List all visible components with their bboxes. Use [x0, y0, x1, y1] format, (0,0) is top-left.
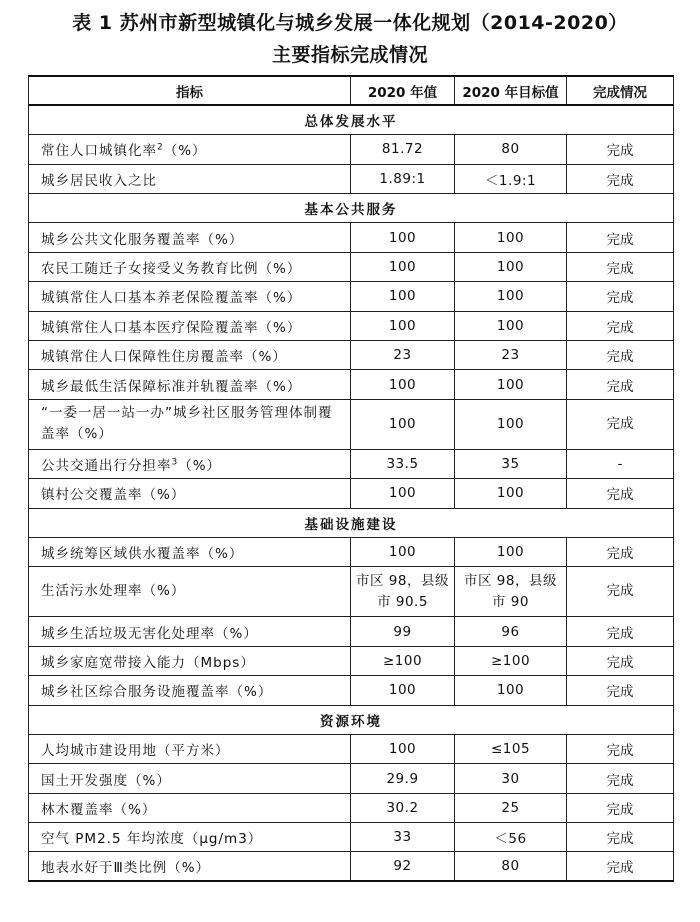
section-header-row: [29, 194, 674, 223]
completion-status: 完成: [567, 617, 674, 646]
section-header-row: [29, 105, 674, 134]
target-2020: 35: [455, 449, 567, 478]
completion-status: 完成: [567, 646, 674, 675]
table-row: [29, 252, 674, 281]
value-2020: 100: [351, 479, 455, 508]
completion-status: 完成: [567, 282, 674, 311]
table-row: [29, 341, 674, 370]
indicator-name: 农民工随迁子女接受义务教育比例（%）: [29, 252, 351, 281]
section-title: 总体发展水平: [29, 105, 674, 134]
indicator-name: 镇村公交覆盖率（%）: [29, 479, 351, 508]
table-row: [29, 852, 674, 881]
target-2020: ＜1.9:1: [455, 164, 567, 193]
target-2020: ＜56: [455, 823, 567, 852]
value-2020: 100: [351, 282, 455, 311]
value-2020: 100: [351, 537, 455, 566]
indicator-name: 城乡公共文化服务覆盖率（%）: [29, 223, 351, 252]
target-2020: 23: [455, 341, 567, 370]
completion-status: 完成: [567, 164, 674, 193]
value-2020: 100: [351, 734, 455, 763]
completion-status: 完成: [567, 135, 674, 164]
table-row: [29, 617, 674, 646]
table-row: [29, 537, 674, 566]
table-row: [29, 793, 674, 822]
value-2020: 99: [351, 617, 455, 646]
value-2020: 100: [351, 311, 455, 340]
table-row: [29, 164, 674, 193]
target-2020: 25: [455, 793, 567, 822]
target-2020: 30: [455, 764, 567, 793]
value-2020: 100: [351, 252, 455, 281]
header-value-2020: 2020 年值: [351, 76, 455, 105]
indicator-name: 空气 PM2.5 年均浓度（μg/m3）: [29, 823, 351, 852]
value-2020: 33: [351, 823, 455, 852]
target-2020: 100: [455, 370, 567, 399]
value-2020: 100: [351, 370, 455, 399]
section-title: 基础设施建设: [29, 508, 674, 537]
indicator-name: 城镇常住人口基本养老保险覆盖率（%）: [29, 282, 351, 311]
indicator-name: 城镇常住人口保障性住房覆盖率（%）: [29, 341, 351, 370]
completion-status: 完成: [567, 734, 674, 763]
table-row: [29, 135, 674, 164]
value-2020: 市区 98，县级市 90.5: [351, 567, 455, 617]
indicator-name: 林木覆盖率（%）: [29, 793, 351, 822]
table-row: [29, 676, 674, 705]
table-row: [29, 823, 674, 852]
table-row: [29, 282, 674, 311]
indicator-name: 国土开发强度（%）: [29, 764, 351, 793]
value-2020: 29.9: [351, 764, 455, 793]
indicator-name: 城乡统筹区域供水覆盖率（%）: [29, 537, 351, 566]
value-2020: 1.89:1: [351, 164, 455, 193]
target-2020: 100: [455, 282, 567, 311]
completion-status: 完成: [567, 764, 674, 793]
completion-status: -: [567, 449, 674, 478]
indicator-unit: （%）: [178, 457, 222, 474]
target-2020: 市区 98，县级市 90: [455, 567, 567, 617]
target-2020: 100: [455, 479, 567, 508]
section-title: 基本公共服务: [29, 194, 674, 223]
indicator-name: 城乡最低生活保障标准并轨覆盖率（%）: [29, 370, 351, 399]
target-2020: 100: [455, 223, 567, 252]
footnote-marker: 2: [157, 142, 164, 153]
completion-status: 完成: [567, 676, 674, 705]
indicator-name: 城乡居民收入之比: [29, 164, 351, 193]
value-2020: 100: [351, 676, 455, 705]
table-subtitle: 主要指标完成情况: [271, 44, 428, 66]
indicator-name: 城乡生活垃圾无害化处理率（%）: [29, 617, 351, 646]
target-2020: 100: [455, 311, 567, 340]
value-2020: 100: [351, 399, 455, 449]
value-2020: 30.2: [351, 793, 455, 822]
completion-status: 完成: [567, 852, 674, 881]
table-row: [29, 734, 674, 763]
table-header-row: [29, 76, 674, 105]
indicator-unit: （%）: [163, 143, 207, 160]
target-2020: 100: [455, 676, 567, 705]
footnote-marker: 3: [171, 457, 179, 468]
section-header-row: [29, 508, 674, 537]
indicator-table: [28, 75, 674, 882]
table-row: [29, 479, 674, 508]
completion-status: 完成: [567, 341, 674, 370]
target-2020: 100: [455, 252, 567, 281]
value-2020: 92: [351, 852, 455, 881]
table-row: [29, 223, 674, 252]
target-2020: 100: [455, 399, 567, 449]
indicator-name-text: 公共交通出行分担率: [41, 457, 172, 474]
header-target-2020: 2020 年目标值: [455, 76, 567, 105]
completion-status: 完成: [567, 823, 674, 852]
indicator-name: 人均城市建设用地（平方米）: [29, 734, 351, 763]
completion-status: 完成: [567, 793, 674, 822]
indicator-name: 生活污水处理率（%）: [29, 567, 351, 617]
indicator-name: 地表水好于Ⅲ类比例（%）: [29, 852, 351, 881]
value-2020: ≥100: [351, 646, 455, 675]
value-2020: 100: [351, 223, 455, 252]
target-2020: 80: [455, 852, 567, 881]
header-status: 完成情况: [567, 76, 674, 105]
table-row: [29, 646, 674, 675]
completion-status: 完成: [567, 370, 674, 399]
section-header-row: [29, 705, 674, 734]
indicator-name: 城镇常住人口基本医疗保险覆盖率（%）: [29, 311, 351, 340]
table-row: [29, 764, 674, 793]
target-2020: 80: [455, 135, 567, 164]
table-title: 表 1 苏州市新型城镇化与城乡发展一体化规划（2014-2020）: [72, 12, 628, 34]
indicator-name: 城乡家庭宽带接入能力（Mbps）: [29, 646, 351, 675]
target-2020: 96: [455, 617, 567, 646]
value-2020: 81.72: [351, 135, 455, 164]
indicator-name: [29, 449, 351, 478]
completion-status: 完成: [567, 479, 674, 508]
table-row: [29, 370, 674, 399]
completion-status: 完成: [567, 537, 674, 566]
table-row: [29, 567, 674, 617]
indicator-name: [29, 135, 351, 164]
completion-status: 完成: [567, 252, 674, 281]
completion-status: 完成: [567, 223, 674, 252]
target-2020: 100: [455, 537, 567, 566]
target-2020: ≥100: [455, 646, 567, 675]
value-2020: 23: [351, 341, 455, 370]
section-title: 资源环境: [29, 705, 674, 734]
table-row: [29, 311, 674, 340]
target-2020: ≤105: [455, 734, 567, 763]
completion-status: 完成: [567, 399, 674, 449]
indicator-name-text: 常住人口城镇化率: [41, 143, 157, 160]
completion-status: 完成: [567, 567, 674, 617]
table-row: [29, 399, 674, 449]
table-row: [29, 449, 674, 478]
completion-status: 完成: [567, 311, 674, 340]
indicator-name: “一委一居一站一办”城乡社区服务管理体制覆盖率（%）: [29, 399, 351, 449]
header-indicator: 指标: [29, 76, 351, 105]
value-2020: 33.5: [351, 449, 455, 478]
indicator-name: 城乡社区综合服务设施覆盖率（%）: [29, 676, 351, 705]
